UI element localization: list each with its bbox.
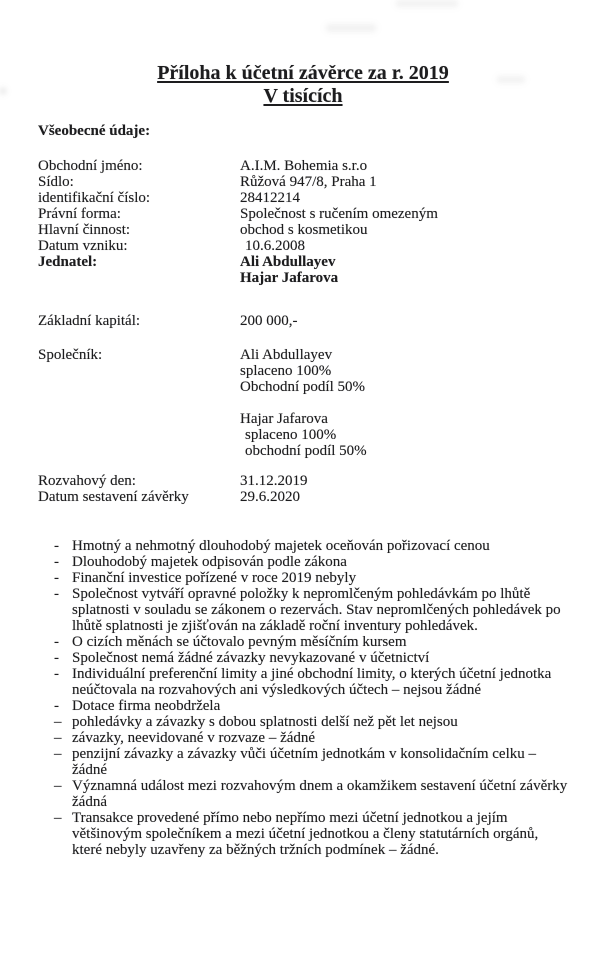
field-label: Právní forma: <box>38 206 121 222</box>
bullet-text: Transakce provedené přímo nebo nepřímo mezi účetní jednotkou a jejím většinovým společníkem a mezi účetní jednotkou a členy statutárních orgánů, které nebyly uzavřeny za běžných tržních podmínek – žádné. <box>72 810 539 858</box>
bullet-text: pohledávky a závazky s dobou splatnosti delší než pět let nejsou <box>72 714 458 730</box>
shareholder-line: obchodní podíl 50% <box>245 443 367 459</box>
field-row-statement-date <box>38 489 606 505</box>
bullet-dash: - <box>54 634 59 650</box>
field-row-address <box>38 174 606 190</box>
shareholder-line: Obchodní podíl 50% <box>240 379 365 395</box>
bullet-item <box>54 634 568 650</box>
field-label-empty <box>38 411 240 459</box>
bullet-item <box>54 538 568 554</box>
bullet-dash: - <box>54 666 59 682</box>
bullet-item <box>54 570 568 586</box>
shareholder-line: splaceno 100% <box>240 363 332 379</box>
field-value: obchod s kosmetikou <box>240 222 368 238</box>
document-title-line2 <box>0 85 606 108</box>
field-value: A.I.M. Bohemia s.r.o <box>240 158 368 174</box>
bullet-dash: - <box>54 586 59 602</box>
field-value: Růžová 947/8, Praha 1 <box>240 174 377 190</box>
bullet-dash: - <box>54 554 59 570</box>
bullet-text: Finanční investice pořízené v roce 2019 nebyly <box>72 570 357 586</box>
bullet-item <box>54 730 568 746</box>
shareholder-line: Ali Abdullayev <box>240 347 333 363</box>
bullet-item <box>54 554 568 570</box>
bullet-item <box>54 698 568 714</box>
bullet-text: Společnost vytváří opravné položky k nepromlčeným pohledávkám po lhůtě splatnosti v souladu se zákonem o rezervách. Stav nepromlčených pohledávek po lhůtě splatnosti je zjišťován na základě roční inventury pohledávek. <box>72 586 561 634</box>
title-text-2: V tisících <box>263 85 343 107</box>
bullet-item <box>54 586 568 634</box>
shareholder-section-2 <box>38 411 606 459</box>
shareholder-section-1 <box>38 347 606 395</box>
bullet-text: Individuální preferenční limity a jiné obchodní limity, o kterých účetní jednotka neúčtovala na rozvahových ani výsledkových účtech – nejsou žádné <box>72 666 552 698</box>
field-value: 28412214 <box>240 190 300 206</box>
shareholder-line: Hajar Jafarova <box>240 411 328 427</box>
field-label: Datum sestavení závěrky <box>38 489 189 505</box>
bullet-text: Dotace firma neobdržela <box>72 698 221 714</box>
field-value: 31.12.2019 <box>240 473 308 489</box>
field-label: Obchodní jméno: <box>38 158 143 174</box>
general-info-table <box>38 158 606 286</box>
bullet-text: Dlouhodobý majetek odpisován podle zákona <box>72 554 347 570</box>
bullet-item <box>54 778 568 810</box>
field-value: 200 000,- <box>240 313 298 329</box>
bullet-text: Společnost nemá žádné závazky nevykazované v účetnictví <box>72 650 430 666</box>
bullet-item <box>54 650 568 666</box>
field-value <box>240 254 606 286</box>
bullet-dash: – <box>54 810 62 826</box>
bullet-dash: - <box>54 698 59 714</box>
field-row-shareholder-2 <box>38 411 606 459</box>
scan-artifact <box>326 24 376 32</box>
field-label: Základní kapitál: <box>38 313 141 329</box>
bullet-text: závazky, neevidované v rozvaze – žádné <box>72 730 316 746</box>
field-row-id-number <box>38 190 606 206</box>
shareholder-line: splaceno 100% <box>245 427 337 443</box>
bullet-item <box>54 746 568 778</box>
bullet-text: Významná událost mezi rozvahovým dnem a okamžikem sestavení účetní závěrky žádná <box>72 778 568 810</box>
field-row-founding-date <box>38 238 606 254</box>
field-label: Společník: <box>38 347 103 363</box>
bullet-dash: – <box>54 730 62 746</box>
bullet-dash: - <box>54 538 59 554</box>
field-row-managing-director <box>38 254 606 286</box>
capital-section <box>38 313 606 329</box>
document-title <box>0 0 606 108</box>
field-value: Společnost s ručením omezeným <box>240 206 438 222</box>
field-label: Hlavní činnost: <box>38 222 131 238</box>
bullet-item <box>54 810 568 858</box>
title-text-1: Příloha k účetní závěrce za r. 2019 <box>157 62 449 84</box>
field-label: Sídlo: <box>38 174 74 190</box>
field-row-capital <box>38 313 606 329</box>
field-label: Jednatel: <box>38 254 98 270</box>
director-name: Hajar Jafarova <box>240 270 339 286</box>
section-heading-general: Všeobecné údaje: <box>38 123 151 139</box>
field-label: identifikační číslo: <box>38 190 151 206</box>
bullet-text: O cizích měnách se účtovalo pevným měsíčním kursem <box>72 634 407 650</box>
bullet-dash: – <box>54 714 62 730</box>
field-label: Datum vzniku: <box>38 238 128 254</box>
bullet-dash: – <box>54 746 62 762</box>
field-value: 29.6.2020 <box>240 489 300 505</box>
notes-bullet-list <box>54 538 568 858</box>
field-row-business-name <box>38 158 606 174</box>
field-row-main-activity <box>38 222 606 238</box>
scan-artifact <box>396 0 458 7</box>
bullet-item <box>54 666 568 698</box>
director-name: Ali Abdullayev <box>240 254 336 270</box>
scan-artifact <box>0 88 6 94</box>
field-row-shareholder-1 <box>38 347 606 395</box>
field-value <box>240 411 606 459</box>
field-label: Rozvahový den: <box>38 473 136 489</box>
dates-section <box>38 473 606 505</box>
field-row-legal-form <box>38 206 606 222</box>
bullet-text: penzijní závazky a závazky vůči účetním jednotkám v konsolidačním celku – žádné <box>72 746 537 778</box>
bullet-text: Hmotný a nehmotný dlouhodobý majetek oceňován pořizovací cenou <box>72 538 490 554</box>
bullet-item <box>54 714 568 730</box>
field-value: 10.6.2008 <box>245 238 305 254</box>
bullet-dash: - <box>54 650 59 666</box>
bullet-dash: – <box>54 778 62 794</box>
scan-artifact <box>497 76 525 83</box>
field-row-balance-date <box>38 473 606 489</box>
field-value <box>240 347 606 395</box>
bullet-dash: - <box>54 570 59 586</box>
